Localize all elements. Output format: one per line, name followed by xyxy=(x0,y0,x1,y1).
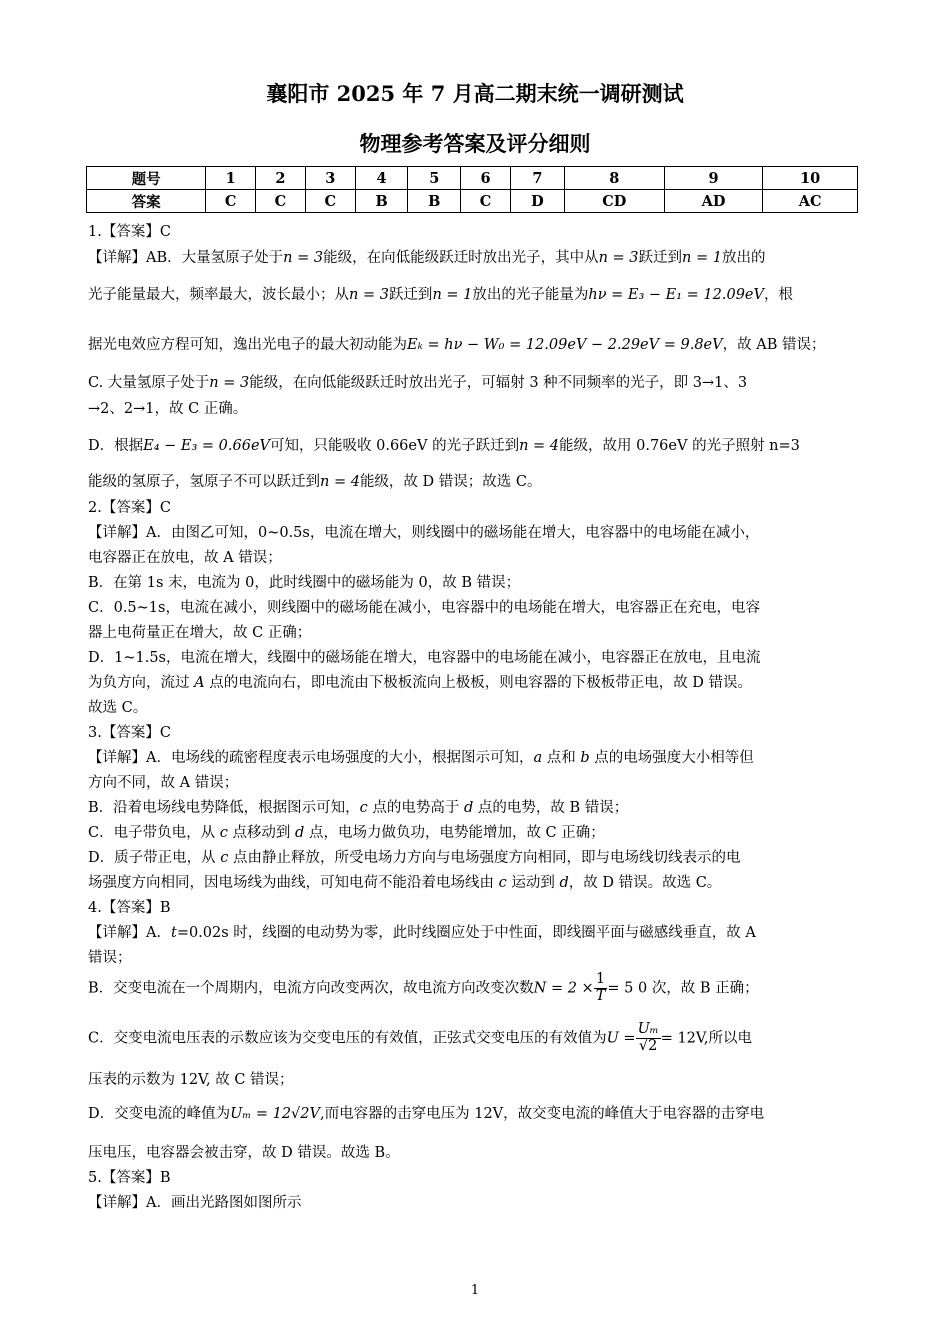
text: 能级，在向低能级跃迁时放出光子，其中从 xyxy=(323,250,599,266)
q5-line: 【详解】A．画出光路图如图所示 xyxy=(88,1195,302,1211)
answer-cell: CD xyxy=(564,190,664,213)
q5-answer-heading: 5.【答案】B xyxy=(88,1170,171,1186)
text: 【详解】A． xyxy=(88,925,171,941)
variable: d xyxy=(464,800,474,816)
document-title: 襄阳市 2025 年 7 月高二期末统一调研测试 xyxy=(266,81,684,106)
q3-line: 方向不同，故 A 错误； xyxy=(88,775,239,791)
formula: n = 1 xyxy=(432,287,473,303)
formula: n = 4 xyxy=(519,438,560,454)
q4-line xyxy=(88,1022,752,1055)
text: 点和 xyxy=(546,750,576,766)
q2-line: C．0.5~1s，电流在减小，则线圈中的磁场能在减小，电容器中的电场能在增大，电容器正在充电，电容 xyxy=(88,600,760,616)
fraction xyxy=(594,972,608,1005)
table-row xyxy=(87,190,858,213)
answer-cell: B xyxy=(355,190,408,213)
variable: d xyxy=(559,875,569,891)
text: D．根据 xyxy=(88,438,144,454)
formula: n = 3 xyxy=(209,375,250,391)
variable: A xyxy=(194,675,205,691)
answer-table xyxy=(86,166,858,213)
q4-line: 错误； xyxy=(88,950,132,966)
q1-line xyxy=(88,434,800,455)
question-number: 1 xyxy=(206,167,256,190)
text: B．沿着电场线电势降低，根据图示可知， xyxy=(88,800,360,816)
q4-line: 压电压，电容器会被击穿，故 D 错误。故选 B。 xyxy=(88,1145,400,1161)
text: 跃迁到 xyxy=(638,250,683,266)
text: 点的电流向右，即电流由下极板流向上极板，则电容器的下极板带正电，故 D 错误。 xyxy=(209,675,753,691)
formula: n = 4 xyxy=(320,474,360,490)
question-number: 3 xyxy=(305,167,355,190)
text: 能级，故用 0.76eV 的光子照射 n=3 xyxy=(559,438,800,454)
answer-cell: C xyxy=(256,190,306,213)
text: D．质子带正电，从 xyxy=(88,850,216,866)
row-label: 题号 xyxy=(87,167,206,190)
formula: Eₖ = hν − W₀ = 12.09eV − 2.29eV = 9.8eV xyxy=(407,337,723,353)
formula: n = 3 xyxy=(349,287,389,303)
question-number: 7 xyxy=(510,167,564,190)
question-number: 9 xyxy=(664,167,763,190)
text: 次，故 B 正确； xyxy=(651,980,759,997)
q3-line xyxy=(88,846,740,867)
question-number: 10 xyxy=(763,167,858,190)
q1-line: →2、2→1，故 C 正确。 xyxy=(88,401,248,417)
q2-line: 电容器正在放电，故 A 错误； xyxy=(88,550,282,566)
q3-line xyxy=(88,796,628,817)
q4-line xyxy=(88,1102,764,1123)
variable: t xyxy=(170,925,177,941)
answer-cell: AD xyxy=(664,190,763,213)
text: 能级，在向低能级跃迁时放出光子，可辐射 3 种不同频率的光子，即 3→1、3 xyxy=(249,375,748,391)
text: 点的电场强度大小相等但 xyxy=(594,750,754,766)
text: 光子能量最大，频率最大，波长最小；从 xyxy=(88,287,349,303)
text: 为负方向，流过 xyxy=(88,675,190,691)
question-number: 6 xyxy=(461,167,511,190)
row-label: 答案 xyxy=(87,190,206,213)
q4-answer-heading: 4.【答案】B xyxy=(88,900,171,916)
formula: N = 2 × xyxy=(533,980,594,997)
text: 据光电效应方程可知，逸出光电子的最大初动能为 xyxy=(88,337,407,353)
text: 点的电势高于 xyxy=(372,800,460,816)
q4-line xyxy=(88,972,759,1005)
text: 跃迁到 xyxy=(388,287,433,303)
text: D．交变电流的峰值为 xyxy=(88,1106,231,1122)
text: C. 大量氢原子处于 xyxy=(88,375,210,391)
q3-line xyxy=(88,821,605,842)
text: C．交变电流电压表的示数应该为交变电压的有效值，正弦式交变电压的有效值为 xyxy=(88,1030,607,1047)
q1-line xyxy=(88,333,825,354)
formula: Uₘ = 12√2V xyxy=(230,1106,320,1122)
q2-line: 故选 C。 xyxy=(88,700,148,716)
document-subtitle: 物理参考答案及评分细则 xyxy=(359,131,591,156)
text: 点的电势，故 B 错误； xyxy=(477,800,629,816)
text: 放出的 xyxy=(721,250,766,266)
text: =0.02s 时，线圈的电动势为零，此时线圈应处于中性面，即线圈平面与磁感线垂直，故 A xyxy=(176,925,756,941)
text: 场强度方向相同，因电场线为曲线，可知电荷不能沿着电场线由 xyxy=(88,875,494,891)
q1-line xyxy=(88,470,541,491)
text: C．电子带负电，从 xyxy=(88,825,216,841)
text: ，故 AB 错误； xyxy=(722,337,826,353)
answer-cell: AC xyxy=(763,190,858,213)
text: ，故 D 错误。故选 C。 xyxy=(568,875,722,891)
text: B．交变电流在一个周期内，电流方向改变两次，故电流方向改变次数 xyxy=(88,980,534,997)
variable: c xyxy=(498,875,507,891)
variable: a xyxy=(533,750,543,766)
question-number: 2 xyxy=(256,167,306,190)
formula: hν = E₃ − E₁ = 12.09eV xyxy=(588,287,764,303)
variable: d xyxy=(295,825,305,841)
denominator: √2 xyxy=(638,1037,658,1054)
q2-line: 器上电荷量正在增大，故 C 正确； xyxy=(88,625,312,641)
q3-line xyxy=(88,746,754,767)
text: ,而电容器的击穿电压为 12V，故交变电流的峰值大于电容器的击穿电 xyxy=(320,1106,765,1122)
q4-line: 压表的示数为 12V, 故 C 错误； xyxy=(88,1072,294,1088)
text: 【详解】AB．大量氢原子处于 xyxy=(88,250,284,266)
fraction xyxy=(636,1022,661,1055)
q2-answer-heading: 2.【答案】C xyxy=(88,500,171,516)
formula: = 12V xyxy=(660,1030,704,1047)
text: 点，电场力做负功，电势能增加，故 C 正确； xyxy=(308,825,605,841)
answer-cell: C xyxy=(206,190,256,213)
variable: c xyxy=(219,825,228,841)
text: ,所以电 xyxy=(703,1030,752,1047)
denominator: T xyxy=(595,987,606,1004)
q2-line: D．1~1.5s，电流在增大，线圈中的磁场能在增大，电容器中的电场能在减小，电容器正在放电，且电流 xyxy=(88,650,761,666)
text: 可知，只能吸收 0.66eV 的光子跃迁到 xyxy=(270,438,520,454)
page-number: 1 xyxy=(470,1283,480,1298)
answer-cell: B xyxy=(408,190,461,213)
numerator: 1 xyxy=(594,972,608,989)
question-number: 4 xyxy=(355,167,408,190)
numerator: Uₘ xyxy=(637,1021,659,1037)
q1-answer-heading: 1.【答案】C xyxy=(88,224,171,240)
q1-line xyxy=(88,246,765,267)
q2-line xyxy=(88,671,752,692)
table-row xyxy=(87,167,858,190)
formula: n = 1 xyxy=(682,250,722,266)
formula: U = xyxy=(606,1030,636,1047)
text: 能级，故 D 错误；故选 C。 xyxy=(359,474,542,490)
q4-line xyxy=(88,921,756,942)
text: 放出的光子能量为 xyxy=(472,287,589,303)
variable: c xyxy=(359,800,368,816)
q3-answer-heading: 3.【答案】C xyxy=(88,725,171,741)
text: 点移动到 xyxy=(232,825,291,841)
formula: E₄ − E₃ = 0.66eV xyxy=(143,438,271,454)
q2-line: 【详解】A．由图乙可知，0~0.5s，电流在增大，则线圈中的磁场能在增大，电容器中的电场能在减小， xyxy=(88,525,760,541)
formula: n = 3 xyxy=(598,250,639,266)
formula: n = 3 xyxy=(283,250,324,266)
question-number: 8 xyxy=(564,167,664,190)
text: 点由静止释放，所受电场力方向与电场强度方向相同，即与电场线切线表示的电 xyxy=(232,850,741,866)
variable: b xyxy=(580,750,590,766)
answer-cell: C xyxy=(305,190,355,213)
answer-cell: D xyxy=(510,190,564,213)
q2-line: B．在第 1s 末，电流为 0，此时线圈中的磁场能为 0，故 B 错误； xyxy=(88,575,521,591)
formula: = 5 0 xyxy=(607,980,648,997)
q3-line xyxy=(88,871,721,892)
variable: c xyxy=(220,850,229,866)
question-number: 5 xyxy=(408,167,461,190)
q1-line xyxy=(88,283,793,304)
text: 【详解】A．电场线的疏密程度表示电场强度的大小，根据图示可知， xyxy=(88,750,534,766)
text: 能级的氢原子，氢原子不可以跃迁到 xyxy=(88,474,320,490)
answer-cell: C xyxy=(461,190,511,213)
q1-line xyxy=(88,371,747,392)
text: 运动到 xyxy=(511,875,555,891)
text: ，根 xyxy=(764,287,793,303)
